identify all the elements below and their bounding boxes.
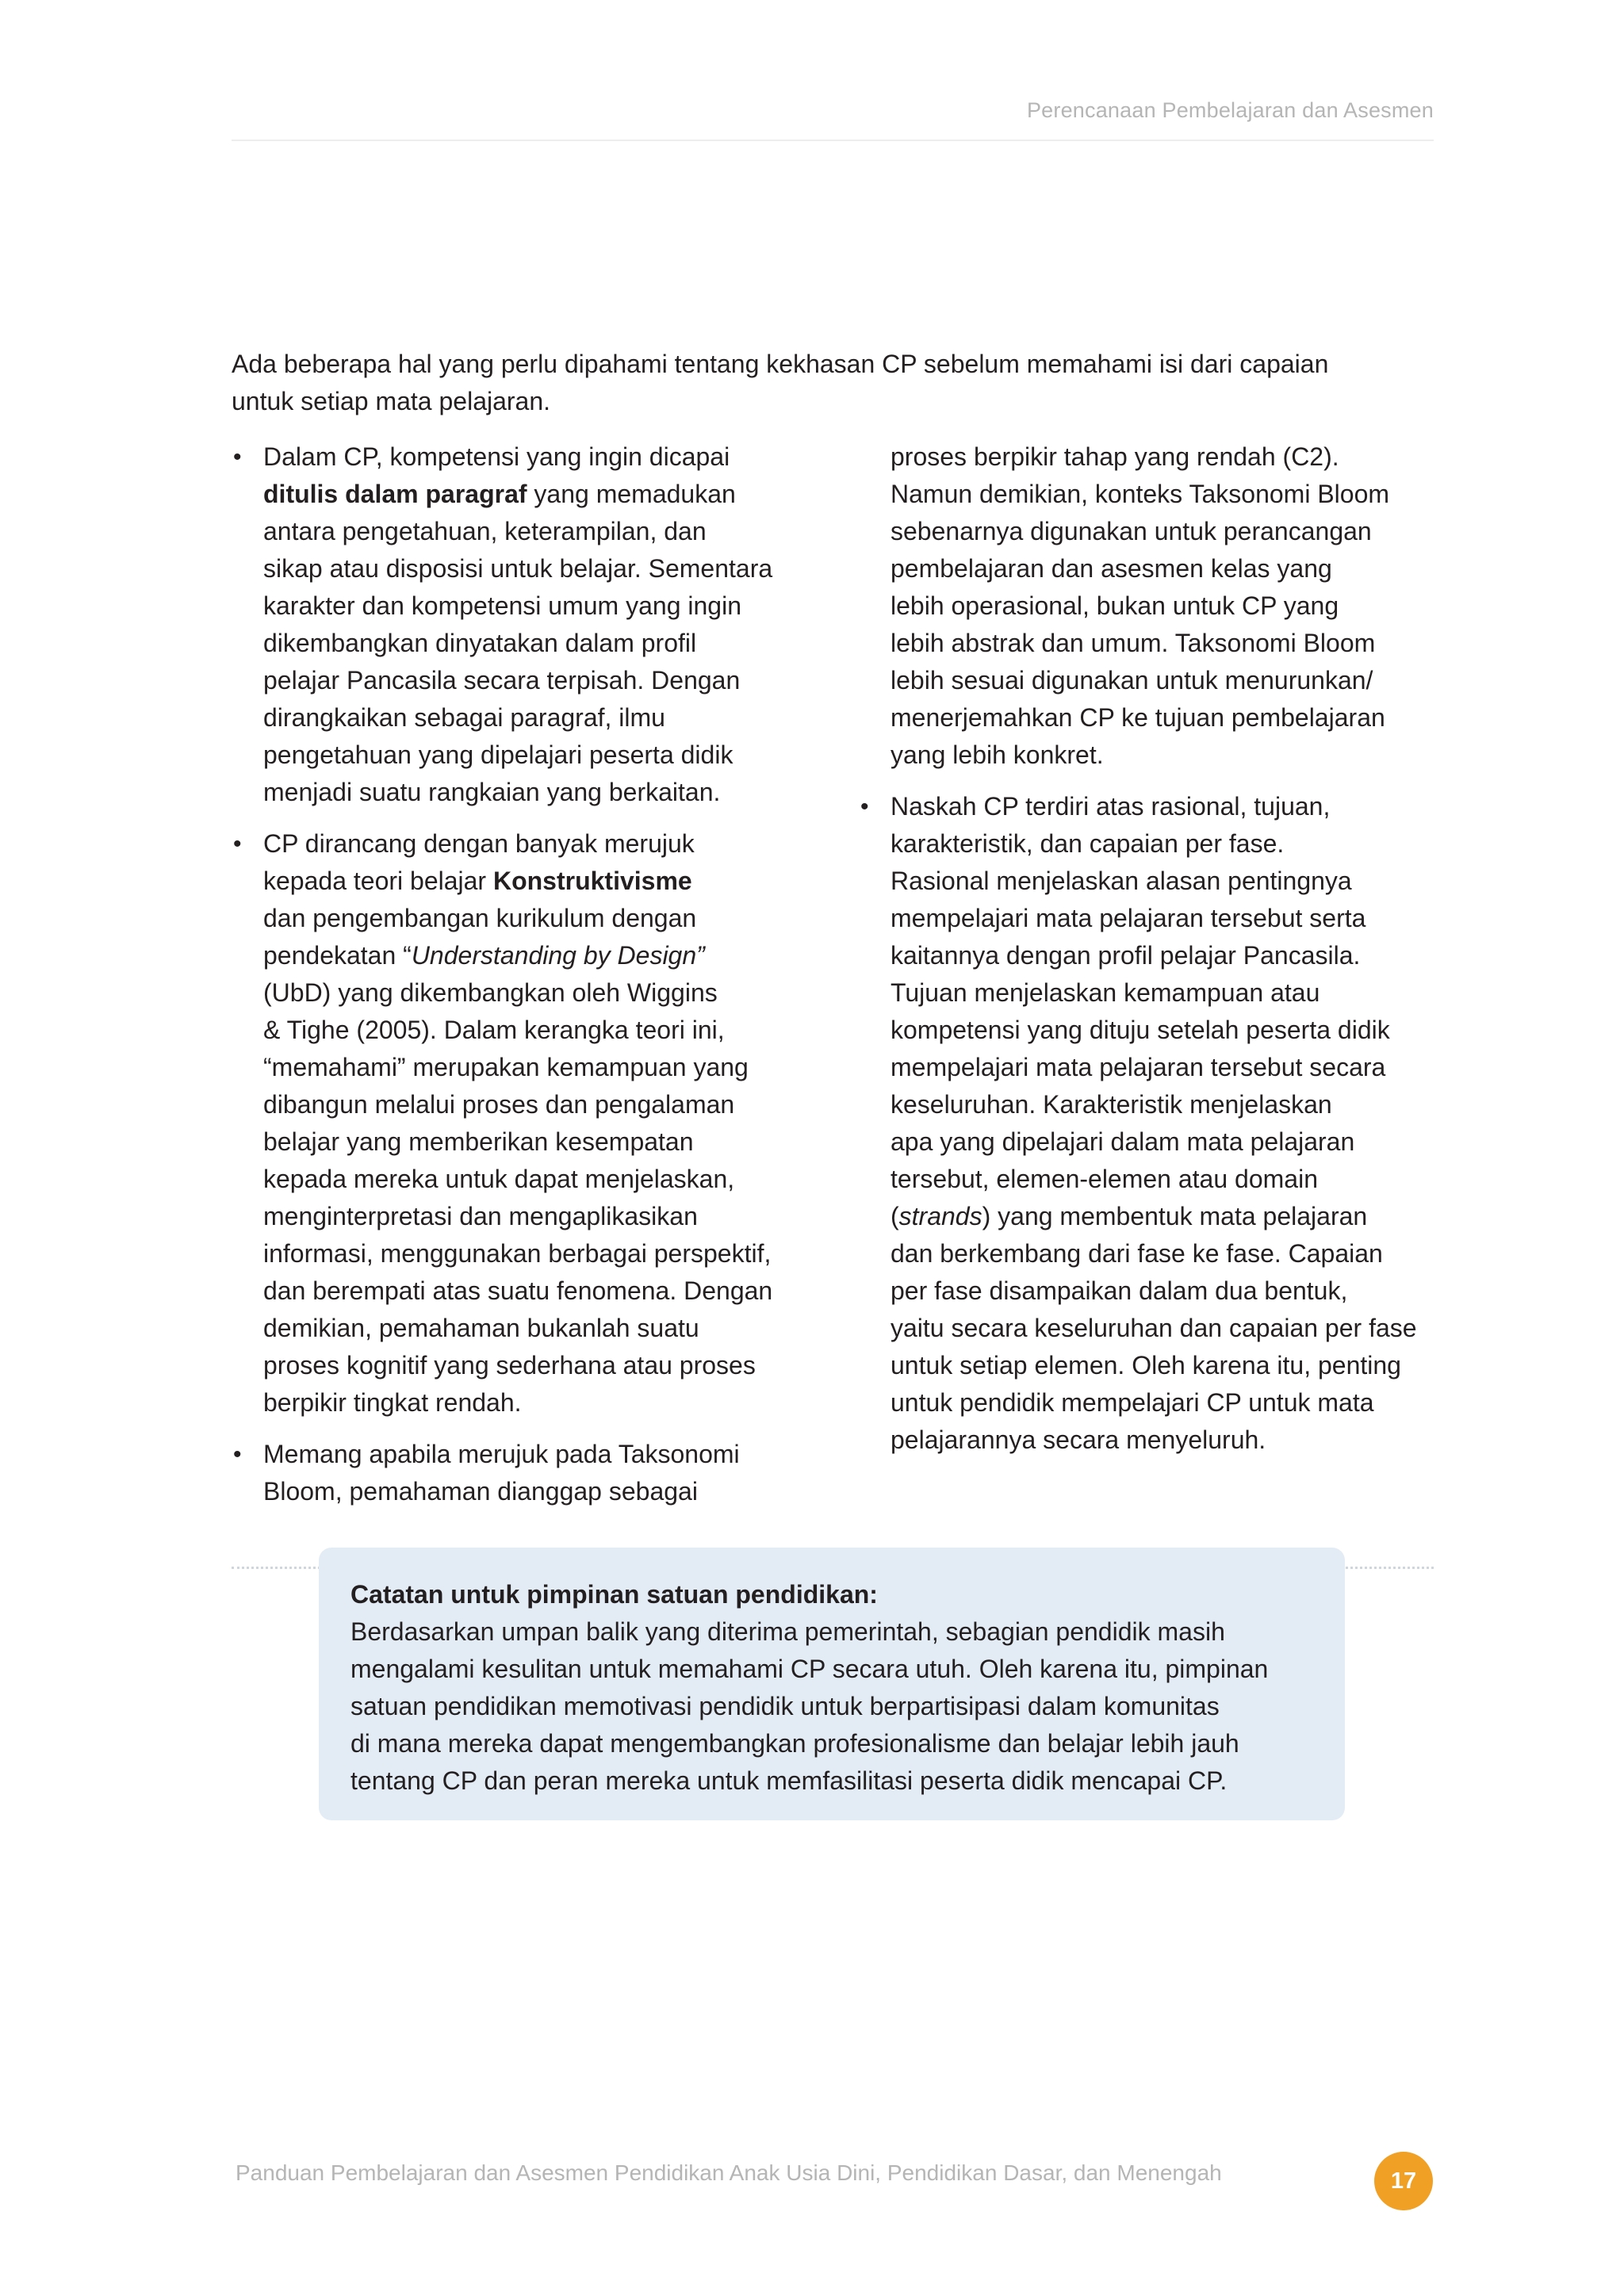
text-line: Bloom, pemahaman dianggap sebagai — [263, 1477, 698, 1506]
text-line: CP dirancang dengan banyak merujuk — [263, 829, 695, 858]
text-line: sebenarnya digunakan untuk perancangan — [891, 517, 1372, 545]
note-box — [319, 1548, 1345, 1820]
note-title: Catatan untuk pimpinan satuan pendidikan: — [350, 1580, 878, 1609]
text-line: karakter dan kompetensi umum yang ingin — [263, 591, 741, 620]
text-line: pelajarannya secara menyeluruh. — [891, 1425, 1266, 1454]
note-line: di mana mereka dapat mengembangkan profesionalisme dan belajar lebih jauh — [350, 1729, 1239, 1758]
running-header: Perencanaan Pembelajaran dan Asesmen — [1026, 98, 1434, 122]
text-line: lebih operasional, bukan untuk CP yang — [891, 591, 1339, 620]
text-line: kepada mereka untuk dapat menjelaskan, — [263, 1165, 735, 1193]
text-line: menjadi suatu rangkaian yang berkaitan. — [263, 778, 721, 806]
text-line: menerjemahkan CP ke tujuan pembelajaran — [891, 703, 1385, 732]
text-line: dan berempati atas suatu fenomena. Dengan — [263, 1276, 773, 1305]
text-line: dirangkaikan sebagai paragraf, ilmu — [263, 703, 665, 732]
text-line: Memang apabila merujuk pada Taksonomi — [263, 1440, 740, 1468]
intro-line: untuk setiap mata pelajaran. — [232, 387, 551, 415]
right-column — [859, 438, 1446, 1473]
text-line: sikap atau disposisi untuk belajar. Sementara — [263, 554, 773, 583]
text-span: ( — [891, 1202, 899, 1230]
bullet-continuation — [859, 438, 1446, 774]
bullet-item — [232, 1436, 825, 1510]
text-line: yaitu secara keseluruhan dan capaian per fase — [891, 1314, 1417, 1342]
text-line: Namun demikian, konteks Taksonomi Bloom — [891, 480, 1390, 508]
page-number-badge: 17 — [1374, 2152, 1433, 2210]
text-line: dikembangkan dinyatakan dalam profil — [263, 629, 697, 657]
footer-book-title: Panduan Pembelajaran dan Asesmen Pendidikan Anak Usia Dini, Pendidikan Dasar, dan Menengah — [236, 2160, 1222, 2185]
text-line: keseluruhan. Karakteristik menjelaskan — [891, 1090, 1332, 1119]
bold-text: ditulis dalam paragraf — [263, 480, 527, 508]
text-line: pengetahuan yang dipelajari peserta didik — [263, 740, 733, 769]
text-line — [263, 863, 825, 900]
bullet-icon: • — [233, 831, 242, 857]
text-line: menginterpretasi dan mengaplikasikan — [263, 1202, 698, 1230]
text-line: Naskah CP terdiri atas rasional, tujuan, — [891, 792, 1331, 821]
text-line: mempelajari mata pelajaran tersebut serta — [891, 904, 1366, 932]
text-line: mempelajari mata pelajaran tersebut secara — [891, 1053, 1386, 1081]
text-span: ) yang membentuk mata pelajaran — [982, 1202, 1368, 1230]
text-line: lebih sesuai digunakan untuk menurunkan/ — [891, 666, 1373, 695]
bullet-item — [232, 438, 825, 811]
text-line: kaitannya dengan profil pelajar Pancasila. — [891, 941, 1361, 970]
bullet-icon: • — [860, 794, 869, 820]
text-line: per fase disampaikan dalam dua bentuk, — [891, 1276, 1348, 1305]
text-line: proses kognitif yang sederhana atau proses — [263, 1351, 756, 1380]
text-line: berpikir tingkat rendah. — [263, 1388, 522, 1417]
text-line — [263, 937, 825, 974]
italic-text: Understanding by Design” — [411, 941, 705, 970]
text-line: kompetensi yang dituju setelah peserta didik — [891, 1016, 1390, 1044]
left-column — [232, 438, 825, 1525]
text-line: & Tighe (2005). Dalam kerangka teori ini, — [263, 1016, 725, 1044]
text-line — [263, 476, 825, 513]
text-span: yang memadukan — [527, 480, 736, 508]
text-line: dan pengembangan kurikulum dengan — [263, 904, 697, 932]
text-line: Tujuan menjelaskan kemampuan atau — [891, 978, 1320, 1007]
text-span: pendekatan “ — [263, 941, 412, 970]
text-line: karakteristik, dan capaian per fase. — [891, 829, 1285, 858]
text-line: proses berpikir tahap yang rendah (C2). — [891, 442, 1339, 471]
bullet-icon: • — [233, 1441, 242, 1468]
text-line: belajar yang memberikan kesempatan — [263, 1127, 694, 1156]
text-line: pelajar Pancasila secara terpisah. Dengan — [263, 666, 741, 695]
bold-text: Konstruktivisme — [492, 867, 692, 895]
bullet-item — [859, 788, 1446, 1459]
text-line: pembelajaran dan asesmen kelas yang — [891, 554, 1332, 583]
text-line: “memahami” merupakan kemampuan yang — [263, 1053, 749, 1081]
text-line: Rasional menjelaskan alasan pentingnya — [891, 867, 1352, 895]
text-line: dibangun melalui proses dan pengalaman — [263, 1090, 735, 1119]
text-line — [891, 1198, 1446, 1235]
note-line: mengalami kesulitan untuk memahami CP secara utuh. Oleh karena itu, pimpinan — [350, 1655, 1269, 1683]
text-line: (UbD) yang dikembangkan oleh Wiggins — [263, 978, 718, 1007]
note-line: satuan pendidikan memotivasi pendidik untuk berpartisipasi dalam komunitas — [350, 1692, 1220, 1720]
text-line: Dalam CP, kompetensi yang ingin dicapai — [263, 442, 730, 471]
text-line: tersebut, elemen-elemen atau domain — [891, 1165, 1318, 1193]
text-line: antara pengetahuan, keterampilan, dan — [263, 517, 707, 545]
text-line: demikian, pemahaman bukanlah suatu — [263, 1314, 699, 1342]
text-line: untuk setiap elemen. Oleh karena itu, penting — [891, 1351, 1401, 1380]
text-span: kepada teori belajar — [263, 867, 493, 895]
text-line: dan berkembang dari fase ke fase. Capaian — [891, 1239, 1383, 1268]
text-line: apa yang dipelajari dalam mata pelajaran — [891, 1127, 1355, 1156]
note-line: Berdasarkan umpan balik yang diterima pemerintah, sebagian pendidik masih — [350, 1617, 1225, 1646]
text-line: lebih abstrak dan umum. Taksonomi Bloom — [891, 629, 1376, 657]
intro-paragraph — [232, 346, 1434, 420]
text-line: untuk pendidik mempelajari CP untuk mata — [891, 1388, 1374, 1417]
italic-text: strands — [898, 1202, 982, 1230]
intro-line: Ada beberapa hal yang perlu dipahami tentang kekhasan CP sebelum memahami isi dari capaian — [232, 350, 1329, 378]
text-line: yang lebih konkret. — [891, 740, 1104, 769]
bullet-item — [232, 825, 825, 1422]
note-line: tentang CP dan peran mereka untuk memfasilitasi peserta didik mencapai CP. — [350, 1766, 1228, 1795]
bullet-icon: • — [233, 444, 242, 470]
text-line: informasi, menggunakan berbagai perspektif, — [263, 1239, 772, 1268]
header-divider — [232, 140, 1434, 141]
